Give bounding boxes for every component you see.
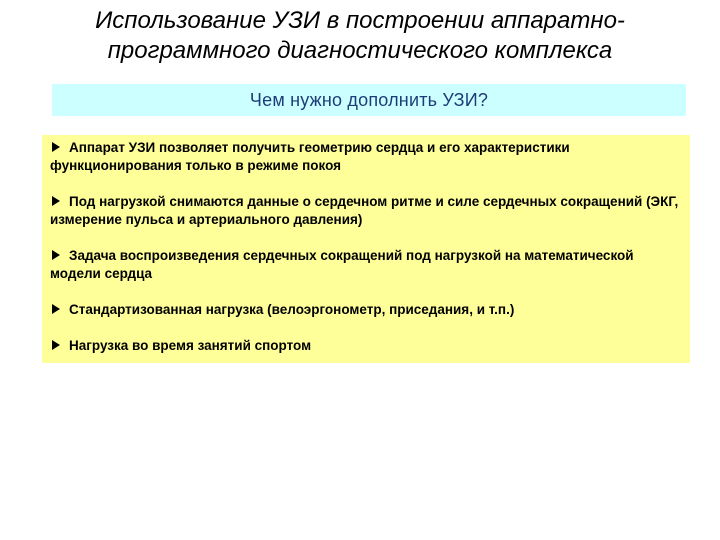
arrow-bullet-icon — [52, 196, 60, 206]
bullet-item — [50, 337, 682, 355]
arrow-bullet-icon — [52, 340, 60, 350]
slide-title: Использование УЗИ в построении аппаратно-программного диагностического комплекса — [95, 7, 625, 64]
arrow-bullet-icon — [52, 142, 60, 152]
bullet-text: Задача воспроизведения сердечных сокращений под нагрузкой на математической модели сердца — [50, 248, 634, 281]
bullet-item — [50, 301, 682, 319]
arrow-bullet-icon — [52, 250, 60, 260]
bullet-text: Аппарат УЗИ позволяет получить геометрию сердца и его характеристики функционирования только в режиме покоя — [50, 140, 570, 173]
subtitle-banner — [52, 84, 686, 116]
bullet-text: Нагрузка во время занятий спортом — [69, 338, 312, 353]
arrow-bullet-icon — [52, 304, 60, 314]
bullet-list-box — [42, 135, 690, 363]
bullet-text: Стандартизованная нагрузка (велоэргонометр, приседания, и т.п.) — [69, 302, 515, 317]
bullet-text: Под нагрузкой снимаются данные о сердечном ритме и силе сердечных сокращений (ЭКГ, измерение пульса и артериального давления) — [50, 194, 679, 227]
bullet-item — [50, 193, 682, 229]
subtitle-text: Чем нужно дополнить УЗИ? — [249, 89, 489, 110]
bullet-item — [50, 247, 682, 283]
bullet-item — [50, 139, 682, 175]
